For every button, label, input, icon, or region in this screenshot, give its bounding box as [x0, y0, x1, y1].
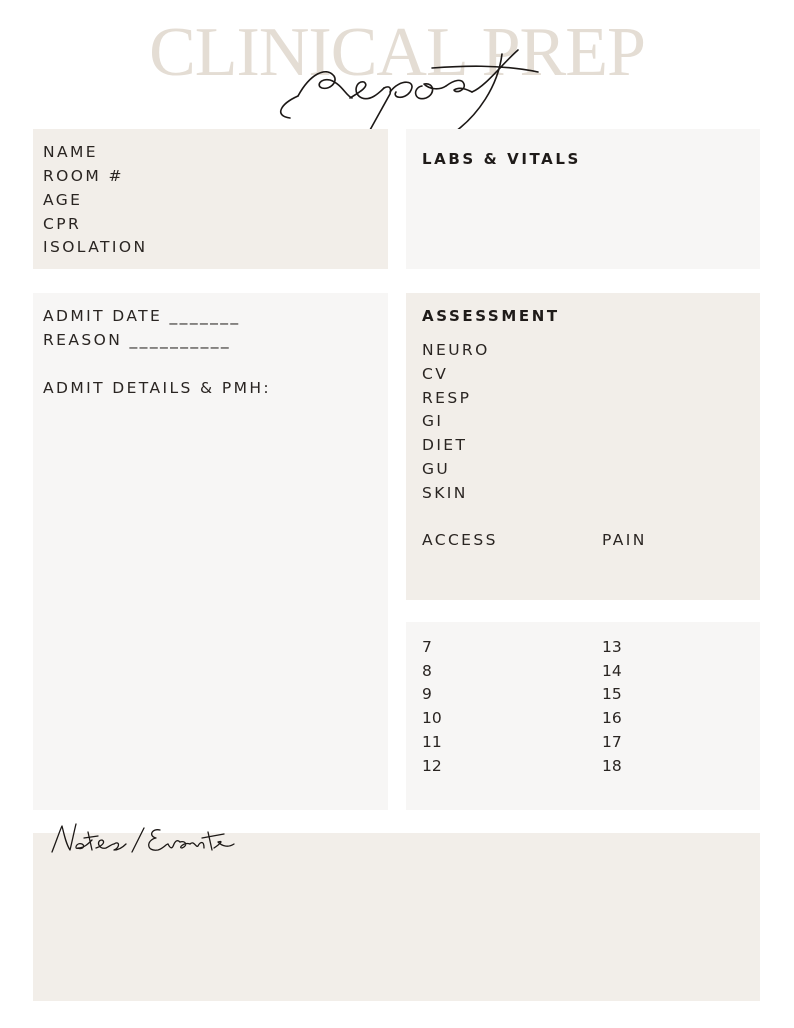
- hour-13: 13: [602, 638, 622, 656]
- admit-date-line: ADMIT DATE _______: [43, 307, 241, 325]
- assessment-panel: [406, 293, 760, 600]
- access-label: ACCESS: [422, 531, 498, 549]
- reason-line: REASON __________: [43, 331, 232, 349]
- page-title: CLINICAL PREP: [149, 14, 645, 91]
- hour-14: 14: [602, 662, 622, 680]
- script-title: [250, 46, 550, 138]
- cpr-label: CPR: [43, 215, 82, 233]
- skin-label: SKIN: [422, 484, 468, 502]
- hour-17: 17: [602, 733, 622, 751]
- patient-info-panel: [33, 129, 388, 269]
- resp-label: RESP: [422, 389, 472, 407]
- hour-18: 18: [602, 757, 622, 775]
- notes-events-script-label: [48, 818, 238, 866]
- hour-10: 10: [422, 709, 442, 727]
- admit-panel: [33, 293, 388, 810]
- hour-16: 16: [602, 709, 622, 727]
- room-label: ROOM #: [43, 167, 124, 185]
- notes-events-drawing: [48, 818, 238, 866]
- hour-11: 11: [422, 733, 442, 751]
- labs-vitals-heading: LABS & VITALS: [422, 150, 581, 168]
- hourly-panel: [406, 622, 760, 810]
- admit-details-label: ADMIT DETAILS & PMH:: [43, 379, 272, 397]
- cv-label: CV: [422, 365, 449, 383]
- isolation-label: ISOLATION: [43, 238, 148, 256]
- assessment-heading: ASSESSMENT: [422, 307, 560, 325]
- hour-8: 8: [422, 662, 432, 680]
- diet-label: DIET: [422, 436, 468, 454]
- script-title-drawing: [250, 46, 550, 138]
- neuro-label: NEURO: [422, 341, 490, 359]
- hour-15: 15: [602, 685, 622, 703]
- pain-label: PAIN: [602, 531, 647, 549]
- hour-9: 9: [422, 685, 432, 703]
- gi-label: GI: [422, 412, 444, 430]
- age-label: AGE: [43, 191, 83, 209]
- hour-7: 7: [422, 638, 432, 656]
- labs-vitals-panel: [406, 129, 760, 269]
- name-label: NAME: [43, 143, 98, 161]
- gu-label: GU: [422, 460, 451, 478]
- hour-12: 12: [422, 757, 442, 775]
